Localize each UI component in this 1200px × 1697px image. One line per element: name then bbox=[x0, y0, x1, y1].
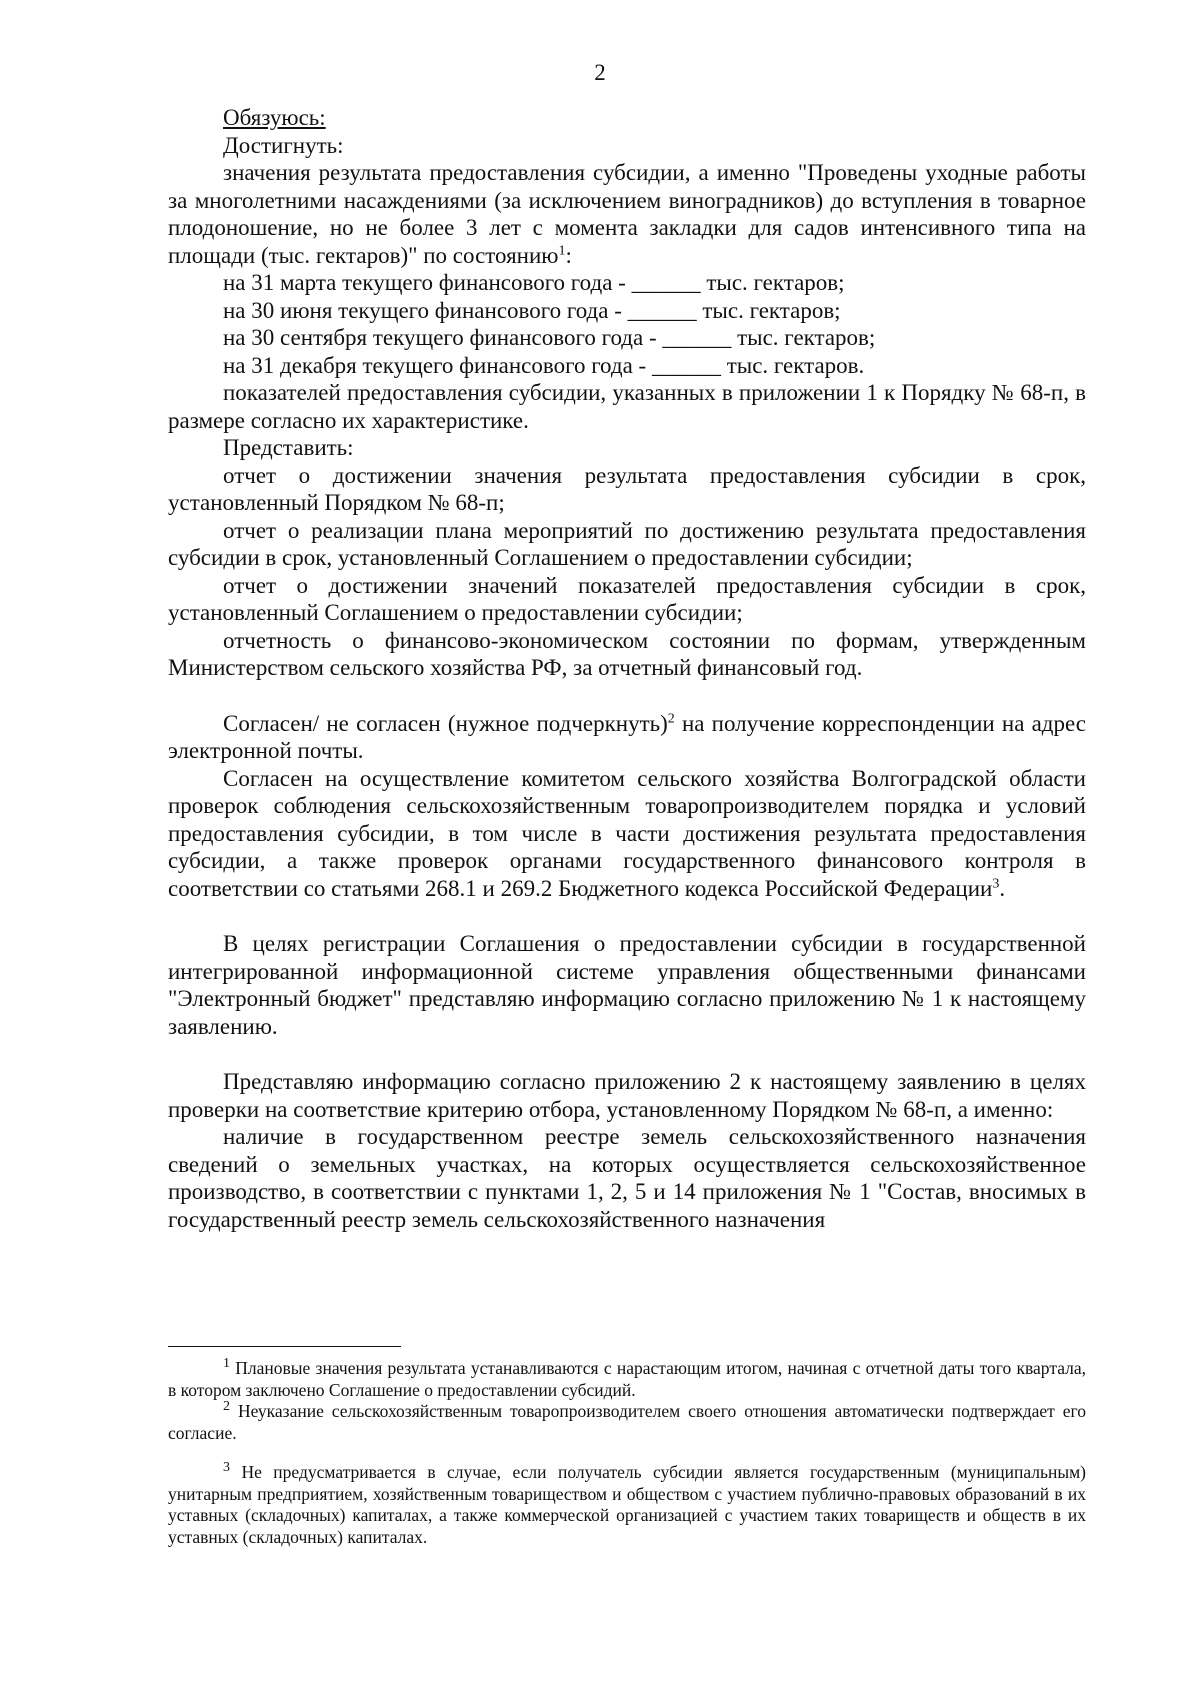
footnotes bbox=[168, 1358, 1086, 1548]
paragraph-electronic-budget: В целях регистрации Соглашения о предоставлении субсидии в государственной интегрированной информационной системе управления общественными финансами "Электронный бюджет" представляю информацию согласно приложению № 1 к настоящему заявлению. bbox=[168, 931, 1086, 1039]
paragraph-report-indicators: отчет о достижении значений показателей предоставления субсидии в срок, установленный Соглашением о предоставлении субсидии; bbox=[168, 572, 1086, 625]
spacer bbox=[168, 682, 1086, 710]
paragraph-financial-reporting: отчетность о финансово-экономическом состоянии по формам, утвержденным Министерством сельского хозяйства РФ, за отчетный финансовый год. bbox=[168, 627, 1086, 680]
footnote-ref-2: 2 bbox=[667, 710, 675, 726]
footnote-ref-1: 1 bbox=[558, 242, 566, 258]
paragraph-report-plan: отчет о реализации плана мероприятий по достижению результата предоставления субсидии в срок, установленный Соглашением о предоставлении субсидии; bbox=[168, 517, 1086, 570]
spacer bbox=[168, 902, 1086, 930]
paragraph-inspection-consent: Согласен на осуществление комитетом сельского хозяйства Волгоградской области проверок соблюдения сельскохозяйственным товаропроизводителем порядка и условий предоставления субсидии, в том числе в части достижения результата предоставления субсидии, а также проверок органами государственного финансового контроля в соответствии со статьями 268.1 и 269.2 Бюджетного кодекса Российской Федерации$^3$. bbox=[168, 765, 1086, 901]
document-body bbox=[168, 104, 1086, 1233]
footnote-ref-3: 3 bbox=[992, 875, 1000, 891]
footnote-2: $^2$ Неуказание сельскохозяйственным товаропроизводителем своего отношения автоматически подтверждает его согласие. bbox=[168, 1399, 1086, 1443]
spacer bbox=[168, 1040, 1086, 1068]
paragraph-land-registry: наличие в государственном реестре земель сельскохозяйственного назначения сведений о земельных участках, на которых осуществляется сельскохозяйственное производство, в соответствии с пунктами 1, 2, 5 и 14 приложения № 1 "Состав, вносимых в государственный реестр земель сельскохозяйственного назначения bbox=[168, 1124, 1086, 1232]
paragraph-appendix-2: Представляю информацию согласно приложению 2 к настоящему заявлению в целях проверки на соответствие критерию отбора, установленному Порядком № 68-п, а именно: bbox=[168, 1069, 1086, 1122]
paragraph-result-value: значения результата предоставления субсидии, а именно "Проведены уходные работы за многолетними насаждениями (за исключением виноградников) до вступления в товарное плодоношение, но не более 3 лет с момента закладки для садов интенсивного типа на площади (тыс. гектаров)" по состоянию$^1$: bbox=[168, 160, 1086, 268]
spacer bbox=[168, 1444, 1086, 1462]
paragraph-report-result: отчет о достижении значения результата предоставления субсидии в срок, установленный Порядком № 68-п; bbox=[168, 462, 1086, 515]
line-june-30: на 30 июня текущего финансового года - ______ тыс. гектаров; bbox=[223, 297, 841, 323]
footnote-3: $^3$ Не предусматривается в случае, если получатель субсидии является государственным (муниципальным) унитарным предприятием, хозяйственным товариществом и обществом с участием публично-правовых образований в их уставных (складочных) капиталах, а также коммерческой организацией с участием таких товариществ и обществ в их уставных (складочных) капиталах. bbox=[168, 1460, 1086, 1547]
page-number: 2 bbox=[594, 60, 606, 85]
footnote-1: $^1$ Плановые значения результата устанавливаются с нарастающим итогом, начиная с отчетной даты того квартала, в котором заключено Соглашение о предоставлении субсидий. bbox=[168, 1356, 1086, 1400]
paragraph-email-consent: Согласен/ не согласен (нужное подчеркнуть)$^2$ на получение корреспонденции на адрес электронной почты. bbox=[168, 710, 1086, 763]
line-december-31: на 31 декабря текущего финансового года - ______ тыс. гектаров. bbox=[223, 352, 865, 378]
line-march-31: на 31 марта текущего финансового года - ______ тыс. гектаров; bbox=[223, 270, 845, 295]
heading-submit: Представить: bbox=[223, 435, 354, 460]
heading-obligate: Обязуюсь: bbox=[223, 105, 326, 130]
paragraph-indicators: показателей предоставления субсидии, указанных в приложении 1 к Порядку № 68-п, в размере согласно их характеристике. bbox=[168, 380, 1086, 433]
footnote-separator bbox=[168, 1346, 401, 1347]
line-september-30: на 30 сентября текущего финансового года - ______ тыс. гектаров; bbox=[223, 325, 876, 350]
heading-achieve: Достигнуть: bbox=[223, 132, 344, 158]
